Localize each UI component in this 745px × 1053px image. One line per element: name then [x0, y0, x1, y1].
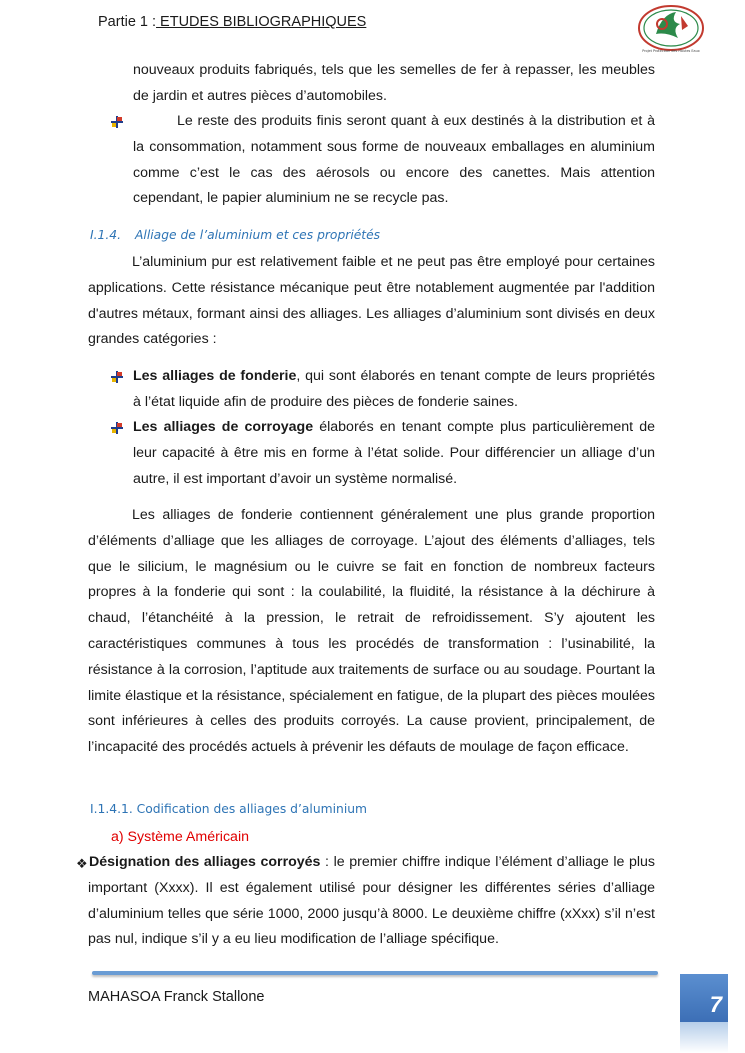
wrought-alloy-term: Les alliages de corroyage — [133, 419, 314, 435]
designation-desc: : le premier chiffre indique l’élément d’alliage le plus important (Xxxx). Il est également utilisé pour désigner les différentes séries d’alliage d’aluminium telles que série 1000, 2000 jusqu’à 8000. Le deuxième chiffre (xXxx) s’il n’est pas nul, indique s’il y a eu lieu modification de l’alliage spécifique. — [88, 854, 656, 948]
bullet-icon — [111, 371, 123, 383]
section-heading-1141: I.1.4.1. Codification des alliages d’aluminium — [90, 802, 368, 816]
page-header — [98, 14, 366, 30]
foundry-alloy-bullet — [133, 364, 655, 416]
bullet-icon — [111, 116, 123, 128]
logo-caption: Projet Protection des Hautes Eaux — [642, 49, 700, 53]
foundry-paragraph: Les alliages de fonderie contiennent généralement une plus grande proportion d’éléments d’alliage que les alliages de corroyage. L’ajout des éléments d’alliages, tels que le silicium, le magnésium ou le cuivre se fait en fonction de nombreux facteurs propres à la fonderie qui sont : la coulabilité, la fluidité, la résistance à la déchirure à chaud, l’étanchéité à la pression, le retrait de refroidissement. S’y ajoutent les caractéristiques communes à tous les procédés de transformation : l’usinabilité, la résistance à la corrosion, l’aptitude aux traitements de surface ou au soudage. Pourtant la limite élastique et la résistance, spécialement en fatigue, de la plupart des pièces moulées sont inférieures à celles des produits corroyés. La cause provient, principalement, de l’incapacité des procédés actuels à prévenir les défauts de moulage de façon efficace. — [88, 507, 655, 756]
page-number: 7 — [709, 992, 722, 1017]
page-number-box — [680, 974, 728, 1022]
alloy-intro-paragraph: L’aluminium pur est relativement faible et ne peut pas être employé pour certaines applications. Cette résistance mécanique peut être notablement augmentée par l'addition d'autres métaux, formant ainsi des alliages. Les alliages d’aluminium sont divisés en deux grandes catégories : — [88, 254, 655, 348]
university-seal-icon — [636, 4, 706, 56]
foundry-alloy-desc: , qui sont élaborés en tenant compte de leurs propriétés à l’état liquide afin de produire des pièces de fonderie saines. — [133, 368, 655, 410]
continuation-text: nouveaux produits fabriqués, tels que les semelles de fer à repasser, les meubles de jardin et autres pièces d’automobiles. — [133, 62, 655, 104]
designation-term: Désignation des alliages corroyés — [89, 854, 321, 870]
header-title: ETUDES BIBLIOGRAPHIQUES — [156, 14, 367, 30]
footer-author: MAHASOA Franck Stallone — [88, 989, 265, 1005]
section-heading-114 — [90, 228, 380, 242]
section-title: Alliage de l’aluminium et ces propriétés — [135, 228, 381, 242]
wrought-alloy-bullet — [133, 415, 655, 492]
designation-paragraph — [88, 850, 655, 953]
recycle-bullet-text: Le reste des produits finis seront quant à eux destinés à la distribution et à la consommation, notamment sous forme de nouveaux emballages en aluminium comme c’est le cas des aérosols ou encore des canettes. Mais attention cependant, le papier aluminium ne se recycle pas. — [133, 113, 655, 207]
header-prefix: Partie 1 : — [98, 14, 157, 30]
section-number: I.1.4. — [90, 228, 122, 242]
foundry-alloy-term: Les alliages de fonderie — [133, 368, 297, 384]
footer-divider — [92, 971, 658, 975]
page-number-tail — [680, 1022, 728, 1053]
american-system-heading: a) Système Américain — [111, 829, 249, 845]
diamond-bullet-icon: ❖ — [76, 856, 88, 871]
bullet-icon — [111, 422, 123, 434]
wrought-alloy-desc: élaborés en tenant compte plus particulièrement de leur capacité à être mis en forme à l’état solide. Pour différencier un alliage d’un autre, il est important d’avoir un système normalisé. — [133, 419, 655, 487]
